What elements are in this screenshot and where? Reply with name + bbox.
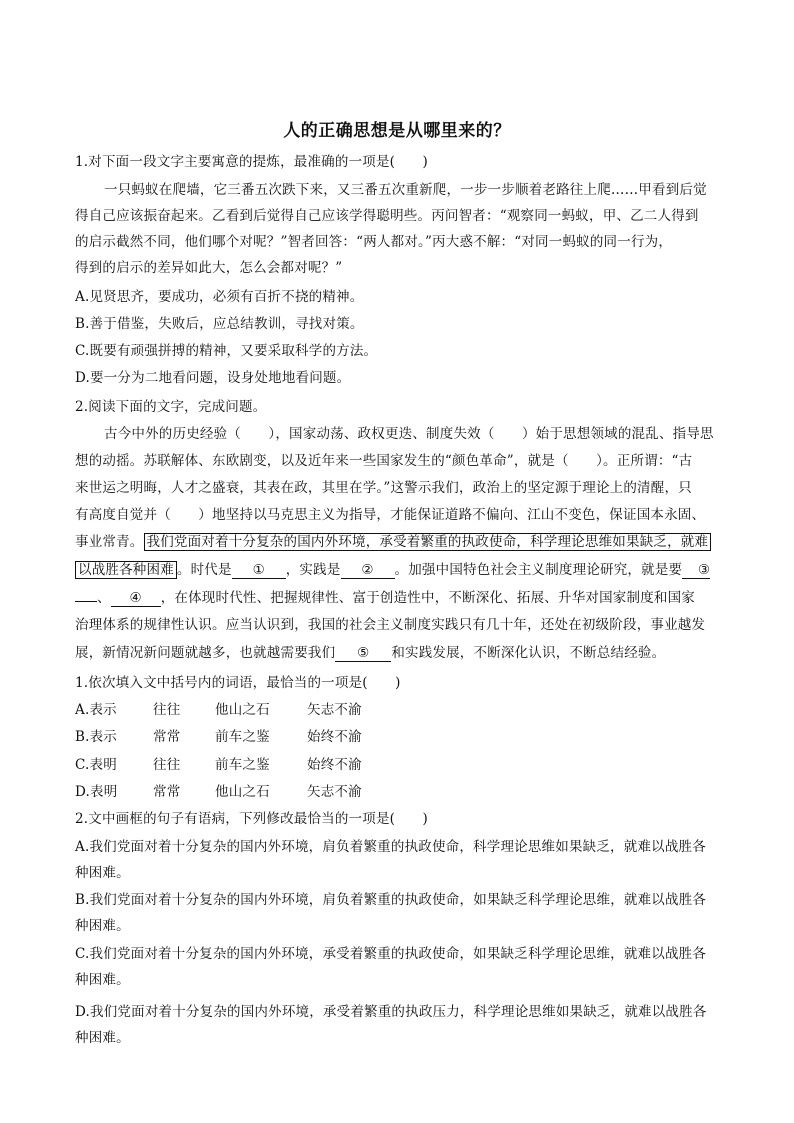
blank-3-tail	[75, 601, 97, 602]
q1-passage-line: 得自己应该振奋起来。乙看到后觉得自己应该学得聪明些。丙问智者：“观察同一蚂蚁，甲、乙二人得到	[75, 208, 699, 224]
option-word: 他山之石	[215, 702, 270, 718]
q2-passage-line	[75, 560, 725, 580]
blank-1: ①	[232, 562, 286, 579]
q1-option-d: D.要一分为二地看问题，设身处地地看问题。	[75, 370, 351, 386]
boxed-sentence: 我们党面对着十分复杂的国内外环境，承受着繁重的执政使命，科学理论思维如果缺乏，就难	[144, 533, 712, 551]
q2-passage-line: 古今中外的历史经验（ ），国家动荡、政权更迭、制度失效（ ）始于思想领域的混乱、指导思	[104, 426, 714, 442]
sub2-option-c-cont: 种困难。	[75, 972, 130, 988]
passage-text: 展，新情况新问题就越多，也就越需要我们	[75, 645, 336, 661]
q2-passage-line: 来世运之明晦，人才之盛衰，其表在政，其里在学。”这警示我们，政治上的坚定源于理论上的清醒，只	[75, 480, 692, 496]
boxed-sentence: 以战胜各种困难	[75, 561, 177, 579]
option-word: 矢志不渝	[307, 784, 362, 800]
sub2-option-d: D.我们党面对着十分复杂的国内外环境，承受着繁重的执政压力，科学理论思维如果缺乏，就难以战胜各	[75, 1004, 707, 1020]
sub2-option-b: B.我们党面对着十分复杂的国内外环境，肩负着繁重的执政使命，如果缺乏科学理论思维，就难以战胜各	[75, 892, 707, 908]
q1-passage-line: 的启示截然不同，他们哪个对呢？”智者回答：“两人都对。”丙大惑不解：“对同一蚂蚁的同一行为，	[75, 234, 673, 250]
sub1-option-d	[75, 782, 725, 802]
q2-passage-line	[75, 588, 725, 608]
q1-option-b: B.善于借鉴，失败后，应总结教训，寻找对策。	[75, 316, 364, 332]
sub2-stem: 2.文中画框的句子有语病，下列修改最恰当的一项是( )	[75, 811, 429, 827]
passage-text: 事业常青。	[75, 534, 144, 550]
option-word: D.表明	[75, 784, 118, 800]
sub1-option-a	[75, 700, 725, 720]
option-word: 始终不渝	[307, 729, 362, 745]
option-word: A.表示	[75, 702, 117, 718]
option-word: 往往	[153, 757, 181, 773]
q2-passage-line: 治理体系的规律性认识。应当认识到，我国的社会主义制度实践只有几十年，还处在初级阶段，事业越发	[75, 617, 706, 633]
option-word: 他山之石	[215, 784, 270, 800]
blank-4: ④	[111, 590, 161, 607]
option-word: B.表示	[75, 729, 118, 745]
q1-option-a: A.见贤思齐，要成功，必须有百折不挠的精神。	[75, 289, 364, 305]
blank-2: ②	[341, 562, 395, 579]
q1-option-c: C.既要有顽强拼搏的精神，又要采取科学的方法。	[75, 343, 378, 359]
option-word: 前车之鉴	[215, 729, 270, 745]
sub2-option-c: C.我们党面对着十分复杂的国内外环境，承受着繁重的执政使命，如果缺乏科学理论思维，就难以战胜各	[75, 946, 707, 962]
sub2-option-b-cont: 种困难。	[75, 918, 130, 934]
passage-text: ，实践是	[285, 562, 341, 578]
sub2-option-a: A.我们党面对着十分复杂的国内外环境，肩负着繁重的执政使命，科学理论思维如果缺乏，就难以战胜各	[75, 839, 706, 855]
q1-passage-line: 得到的启示的差异如此大，怎么会都对呢？”	[75, 260, 343, 276]
option-word: 往往	[153, 702, 181, 718]
sub1-option-b	[75, 727, 725, 747]
option-word: 常常	[153, 784, 181, 800]
q1-passage-line: 一只蚂蚁在爬墙，它三番五次跌下来，又三番五次重新爬，一步一步顺着老路往上爬……甲看到后觉	[104, 182, 707, 198]
q2-passage-line: 有高度自觉并（ ）地坚持以马克思主义为指导，才能保证道路不偏向、江山不变色，保证国本永固、	[75, 507, 706, 523]
passage-text: 。时代是	[176, 562, 232, 578]
option-word: 始终不渝	[307, 757, 362, 773]
passage-text: 和实践发展，不断深化认识，不断总结经验。	[391, 645, 666, 661]
sub2-option-d-cont: 种困难。	[75, 1030, 130, 1046]
sub1-stem: 1.依次填入文中括号内的词语，最恰当的一项是( )	[75, 675, 401, 691]
passage-text: 、	[97, 590, 111, 606]
q2-stem: 2.阅读下面的文字，完成问题。	[75, 399, 267, 415]
q2-passage-line: 想的动摇。苏联解体、东欧剧变，以及近年来一些国家发生的“颜色革命”，就是（ ）。正所谓：“古	[75, 453, 693, 469]
passage-text: 。加强中国特色社会主义制度理论研究，就是要	[394, 562, 683, 578]
q1-stem: 1.对下面一段文字主要寓意的提炼，最准确的一项是( )	[75, 154, 429, 170]
q2-passage-line	[75, 643, 725, 663]
blank-5: ⑤	[335, 645, 391, 662]
sub1-option-c	[75, 755, 725, 775]
option-word: 常常	[153, 729, 181, 745]
option-word: C.表明	[75, 757, 117, 773]
passage-text: ，在体现时代性、把握规律性、富于创造性中，不断深化、拓展、升华对国家制度和国家	[160, 590, 696, 606]
blank-3: ③	[682, 562, 710, 579]
option-word: 前车之鉴	[215, 757, 270, 773]
q2-passage-line	[75, 532, 725, 552]
page-title: 人的正确思想是从哪里来的？	[283, 121, 511, 141]
sub2-option-a-cont: 种困难。	[75, 865, 130, 881]
option-word: 矢志不渝	[307, 702, 362, 718]
